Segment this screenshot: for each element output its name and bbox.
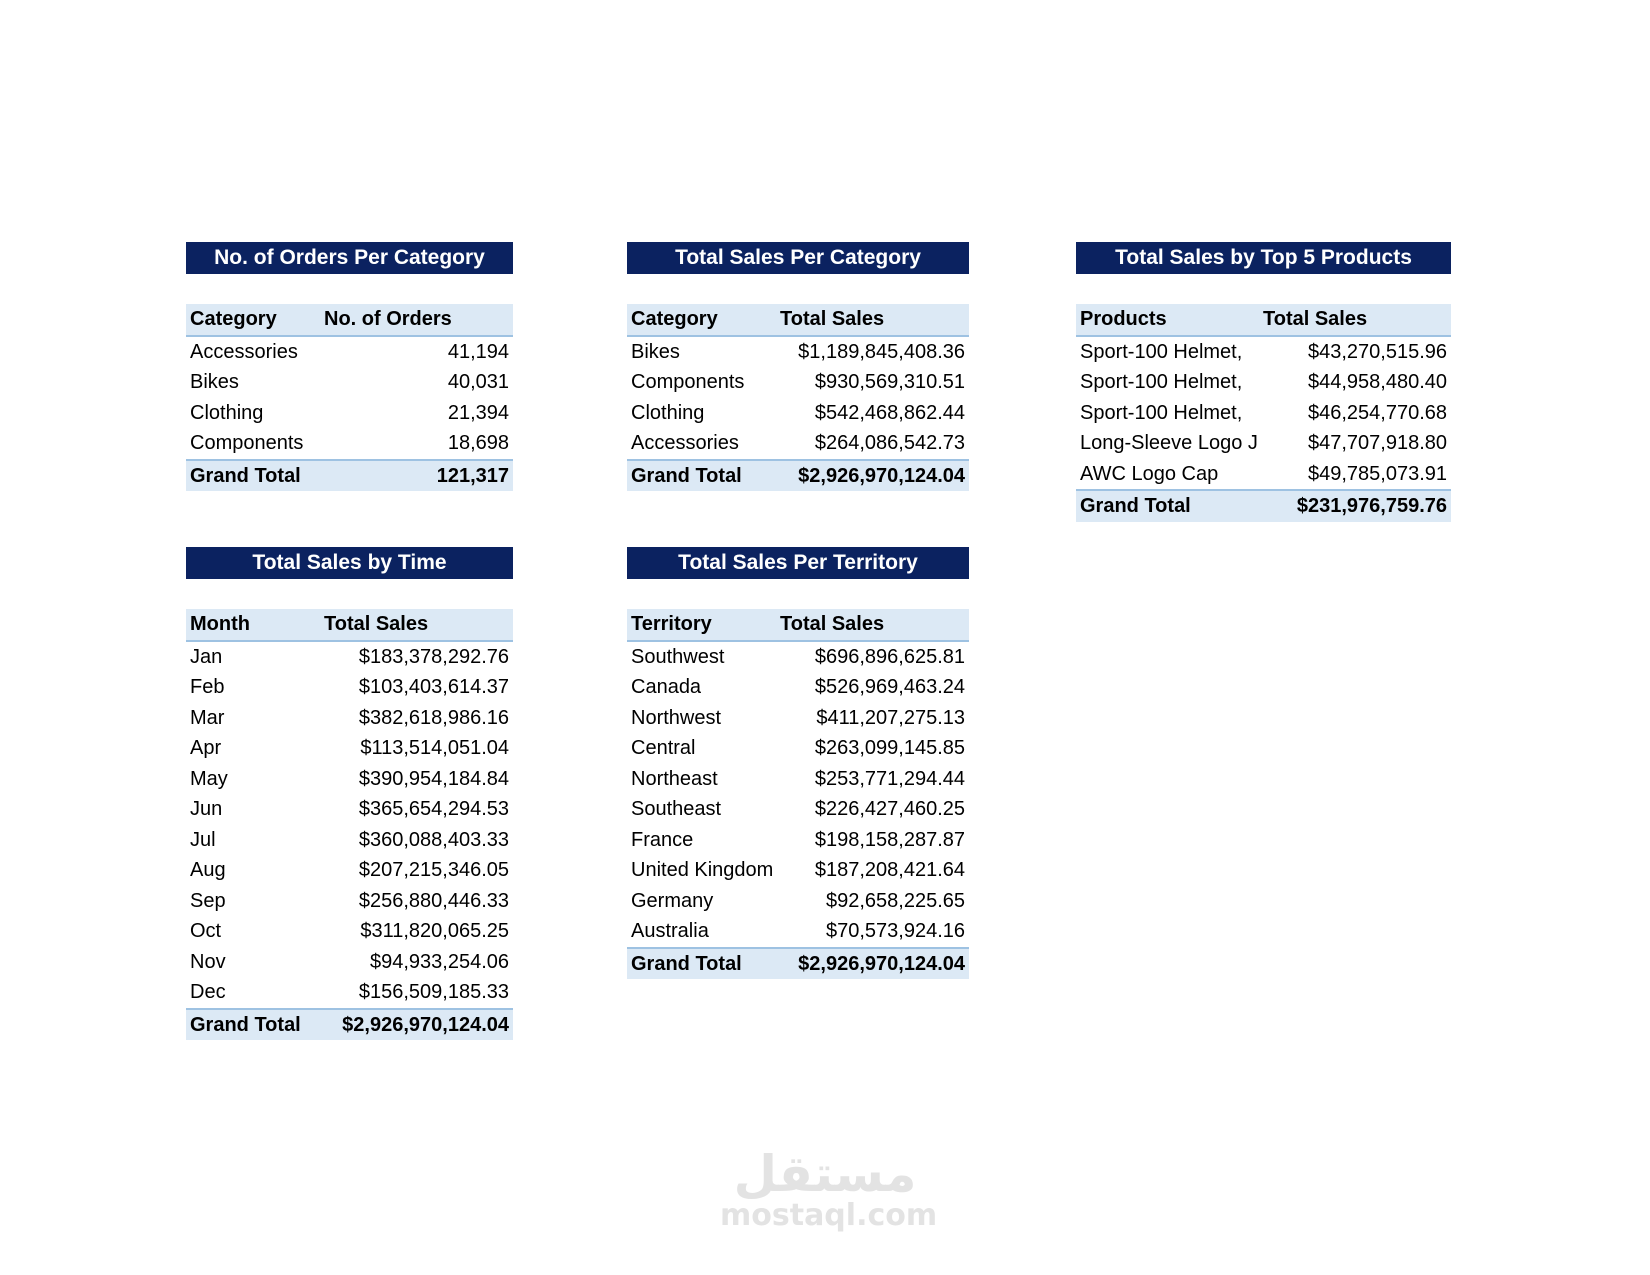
table-row [627,337,969,368]
column-header-value: Total Sales [324,613,429,635]
grand-total-label: Grand Total [1080,495,1191,517]
grand-total-value: $2,926,970,124.04 [342,1013,509,1036]
table-row [1076,428,1451,459]
row-label: Southwest [631,645,725,668]
row-label: Clothing [631,401,705,424]
column-header-label: Category [631,308,718,330]
row-value: $156,509,185.33 [358,981,509,1003]
table-header-row [1076,304,1451,337]
column-header-label: Products [1080,308,1167,330]
row-value: $187,208,421.64 [814,859,965,881]
table-row [186,886,513,917]
row-value: $253,771,294.44 [814,767,965,790]
table-row [627,642,969,673]
row-value: $43,270,515.96 [1307,340,1447,363]
table-row [627,398,969,429]
row-value: $1,189,845,408.36 [798,340,965,363]
row-label: Sep [190,889,226,912]
row-value: $360,088,403.33 [358,828,509,851]
table-row [627,916,969,947]
row-label: Sport-100 Helmet, [1080,371,1243,393]
table-row [627,733,969,764]
grand-total-row [186,459,513,492]
row-label: Aug [190,859,226,881]
pivot-title: Total Sales Per Category [627,242,969,274]
row-value: $526,969,463.24 [814,676,965,698]
row-value: $542,468,862.44 [814,401,965,424]
row-label: Jun [190,798,223,820]
row-label: AWC Logo Cap [1080,462,1219,485]
table-row [627,825,969,856]
row-value: 18,698 [447,432,509,454]
pivot-table [186,609,513,1040]
row-label: Dec [190,981,226,1003]
pivot-table [1076,304,1451,522]
row-value: $198,158,287.87 [814,828,965,851]
pivot-title: Total Sales by Top 5 Products [1076,242,1451,274]
table-row [627,428,969,459]
row-value: 41,194 [447,340,509,363]
row-value: $226,427,460.25 [814,798,965,820]
column-header-value: No. of Orders [324,308,452,330]
table-header-row [627,609,969,642]
row-value: $311,820,065.25 [360,920,509,942]
orders-per-category-pivot [186,242,513,491]
table-header-row [186,609,513,642]
row-value: $930,569,310.51 [814,371,965,393]
column-header-label: Territory [631,613,712,635]
row-value: $390,954,184.84 [358,767,509,790]
grand-total-row [1076,489,1451,522]
column-header-label: Month [190,613,250,635]
table-row [627,367,969,398]
row-value: $49,785,073.91 [1307,462,1447,485]
row-label: United Kingdom [631,859,774,881]
table-row [627,672,969,703]
table-row [186,672,513,703]
grand-total-label: Grand Total [190,1013,301,1036]
row-label: Accessories [190,340,298,363]
column-header-value: Total Sales [780,308,885,330]
table-row [1076,398,1451,429]
row-value: $46,254,770.68 [1307,401,1447,424]
table-row [186,947,513,978]
row-label: Oct [190,920,222,942]
row-label: Feb [190,676,225,698]
grand-total-label: Grand Total [631,464,742,487]
row-label: Southeast [631,798,722,820]
row-label: Accessories [631,432,739,454]
row-value: $382,618,986.16 [358,706,509,729]
table-row [186,642,513,673]
row-label: May [190,767,228,790]
row-label: Northeast [631,767,718,790]
grand-total-label: Grand Total [190,464,301,487]
table-header-row [627,304,969,337]
grand-total-row [186,1008,513,1041]
row-label: Apr [190,737,222,759]
row-label: Bikes [190,371,239,393]
grand-total-row [627,947,969,980]
row-value: $263,099,145.85 [814,737,965,759]
table-row [186,367,513,398]
row-value: $207,215,346.05 [358,859,509,881]
table-row [186,398,513,429]
table-header-row [186,304,513,337]
table-row [186,337,513,368]
pivot-table [627,304,969,491]
mostaql-watermark [720,1145,938,1233]
row-label: Nov [190,950,226,973]
sales-per-territory-pivot [627,547,969,979]
row-value: $92,658,225.65 [825,889,965,912]
table-row [627,855,969,886]
row-label: Components [631,371,745,393]
row-label: Clothing [190,401,264,424]
grand-total-value: 121,317 [436,464,509,487]
table-row [186,855,513,886]
table-row [186,764,513,795]
table-row [186,977,513,1008]
table-row [186,703,513,734]
row-value: $44,958,480.40 [1307,371,1447,393]
table-row [186,428,513,459]
row-label: Bikes [631,340,680,363]
row-value: $256,880,446.33 [358,889,509,912]
sales-per-category-pivot [627,242,969,491]
row-label: Jan [190,645,223,668]
row-label: Sport-100 Helmet, [1080,340,1243,363]
grand-total-row [627,459,969,492]
table-row [627,794,969,825]
pivot-title: Total Sales by Time [186,547,513,579]
row-label: Central [631,737,696,759]
row-label: Jul [190,828,216,851]
row-label: France [631,828,694,851]
row-value: $696,896,625.81 [814,645,965,668]
row-value: $411,207,275.13 [816,706,965,729]
row-label: Canada [631,676,702,698]
row-value: 40,031 [447,371,509,393]
table-row [186,733,513,764]
row-label: Northwest [631,706,722,729]
row-value: $365,654,294.53 [358,798,509,820]
row-label: Sport-100 Helmet, [1080,401,1243,424]
row-value: $183,378,292.76 [358,645,509,668]
table-row [627,886,969,917]
pivot-table [186,304,513,491]
row-value: $264,086,542.73 [814,432,965,454]
table-row [1076,459,1451,490]
row-label: Australia [631,920,709,942]
table-row [186,794,513,825]
pivot-title: Total Sales Per Territory [627,547,969,579]
column-header-label: Category [190,308,277,330]
pivot-title: No. of Orders Per Category [186,242,513,274]
row-value: $113,514,051.04 [360,737,509,759]
column-header-value: Total Sales [780,613,885,635]
table-row [627,764,969,795]
table-row [186,916,513,947]
table-row [186,825,513,856]
sales-by-time-pivot [186,547,513,1040]
row-value: $94,933,254.06 [369,950,509,973]
grand-total-value: $2,926,970,124.04 [798,952,965,975]
table-row [627,703,969,734]
grand-total-label: Grand Total [631,952,742,975]
row-value: $70,573,924.16 [825,920,965,942]
row-value: $47,707,918.80 [1307,432,1447,454]
top5-products-pivot [1076,242,1451,522]
table-row [1076,367,1451,398]
row-label: Germany [631,889,714,912]
grand-total-value: $2,926,970,124.04 [798,464,965,487]
watermark-latin: mostaql.com [720,1198,938,1233]
column-header-value: Total Sales [1263,308,1368,330]
table-row [1076,337,1451,368]
row-label: Long-Sleeve Logo J [1080,432,1258,454]
watermark-arabic: مستقل [733,1145,917,1203]
row-value: $103,403,614.37 [358,676,509,698]
grand-total-value: $231,976,759.76 [1296,495,1447,517]
row-label: Mar [190,706,225,729]
pivot-table [627,609,969,979]
row-label: Components [190,432,304,454]
row-value: 21,394 [447,401,509,424]
